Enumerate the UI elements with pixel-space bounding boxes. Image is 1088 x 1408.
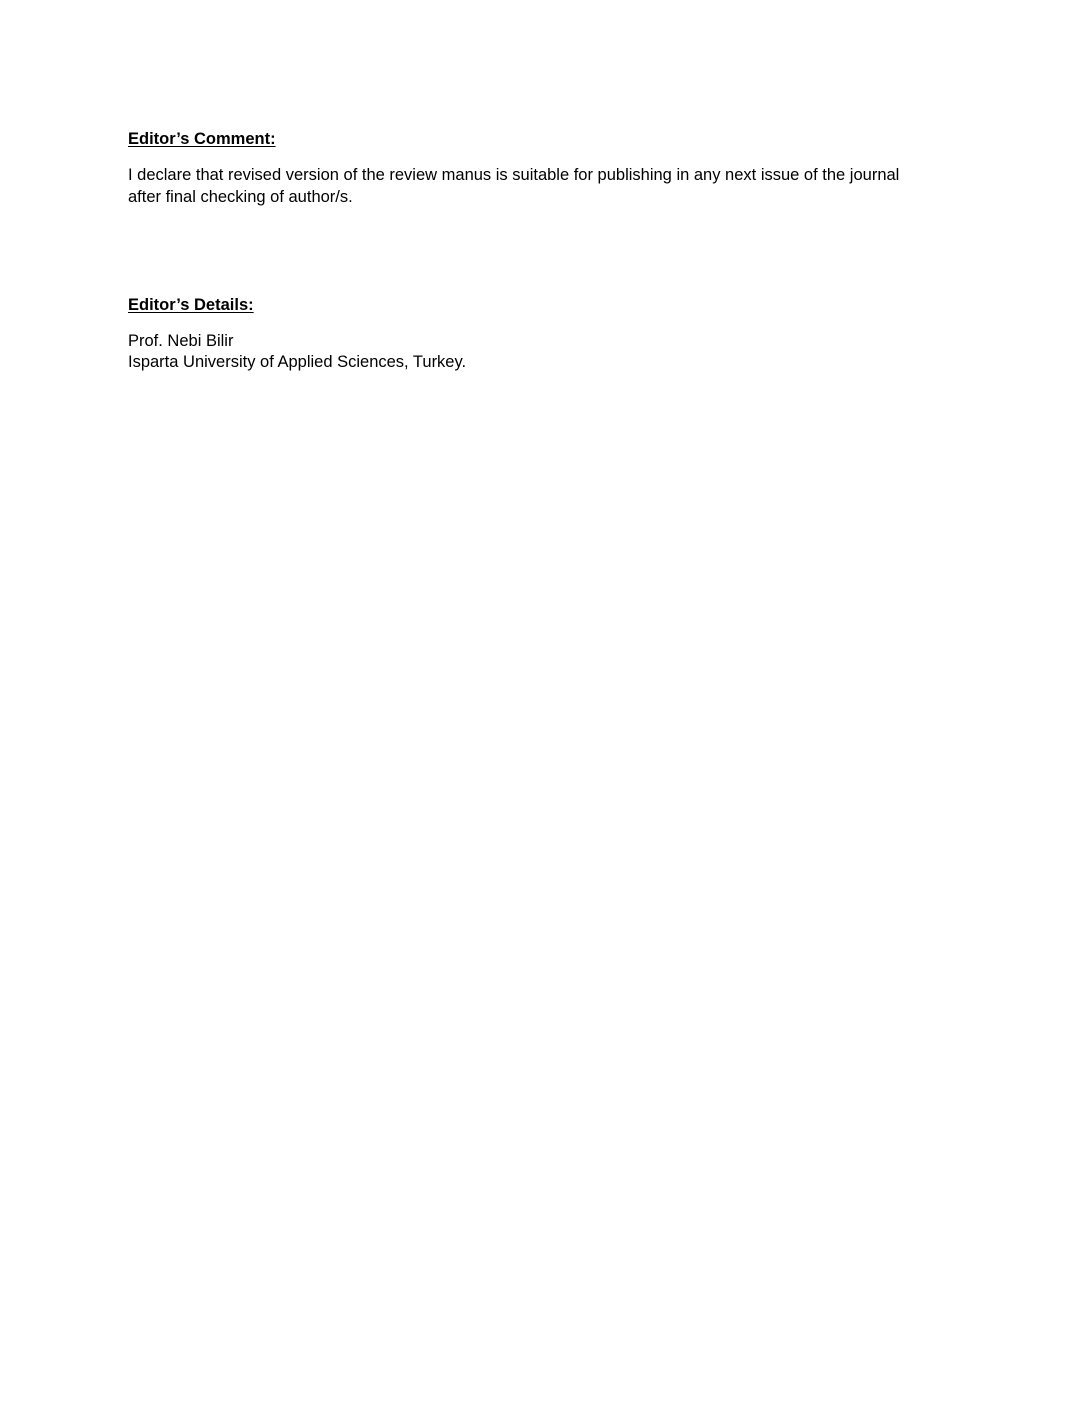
editor-details-heading: Editor’s Details:: [128, 296, 254, 314]
editor-name: Prof. Nebi Bilir: [128, 332, 234, 350]
editor-comment-heading: Editor’s Comment:: [128, 130, 276, 148]
editor-comment-text-line: I declare that revised version of the review manus is suitable for publishing in any next issue of the journal: [128, 166, 900, 184]
editor-affiliation: Isparta University of Applied Sciences, Turkey.: [128, 353, 467, 371]
editor-comment-text-line: after final checking of author/s.: [128, 188, 353, 206]
